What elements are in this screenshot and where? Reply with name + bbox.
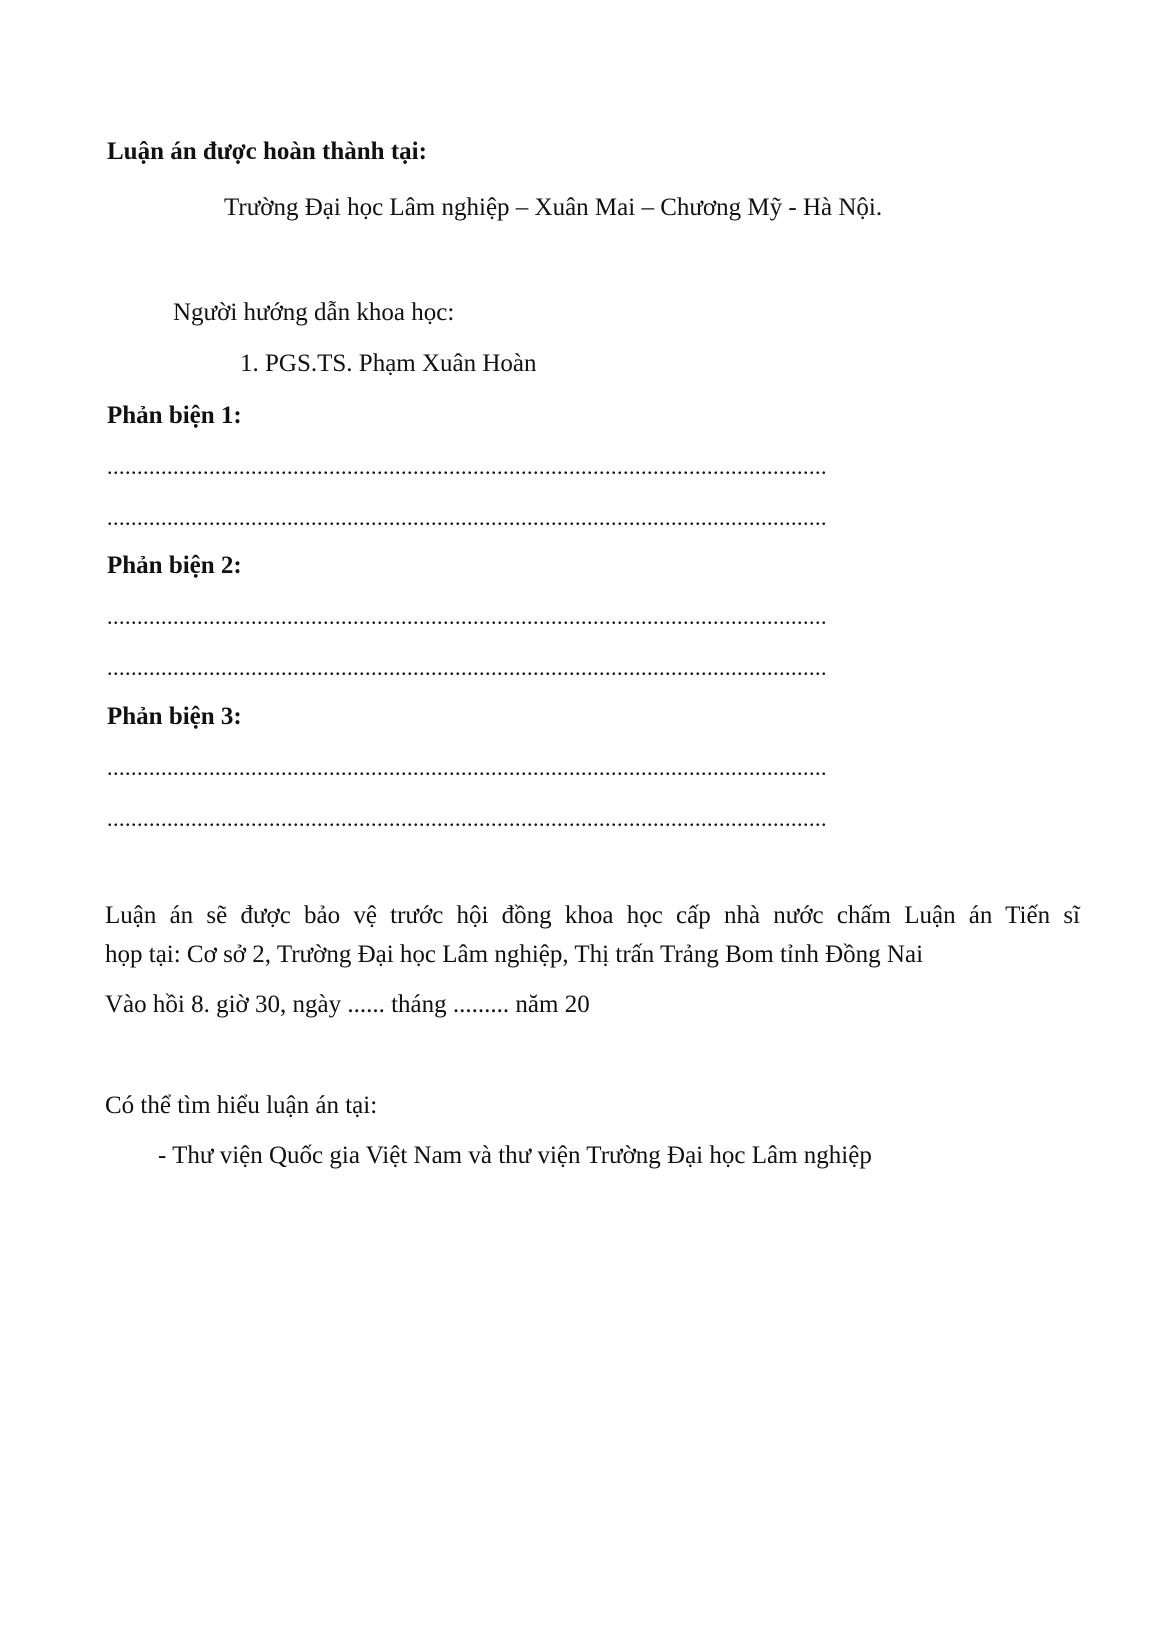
supervisor-item-1: 1. PGS.TS. Phạm Xuân Hoàn	[240, 350, 537, 377]
reviewer-2-label: Phản biện 2:	[107, 552, 242, 579]
reviewer-2-line-1: ........................................................................................................................	[107, 604, 827, 629]
reviewer-3-line-1: ........................................................................................................................	[107, 755, 827, 780]
completed-at-value: Trường Đại học Lâm nghiệp – Xuân Mai – Chương Mỹ - Hà Nội.	[224, 194, 883, 221]
reviewer-1-line-2: ........................................................................................................................	[107, 505, 827, 530]
library-label: Có thể tìm hiểu luận án tại:	[105, 1092, 378, 1119]
defense-statement-line-2: họp tại: Cơ sở 2, Trường Đại học Lâm nghiệp, Thị trấn Trảng Bom tỉnh Đồng Nai	[105, 941, 924, 968]
reviewer-2-line-2: ........................................................................................................................	[107, 655, 827, 680]
reviewer-3-label: Phản biện 3:	[107, 703, 242, 730]
reviewer-1-line-1: ........................................................................................................................	[107, 454, 827, 479]
defense-time: Vào hồi 8. giờ 30, ngày ...... tháng ......... năm 20	[105, 991, 590, 1018]
reviewer-3-line-2: ........................................................................................................................	[107, 806, 827, 831]
completed-at-label: Luận án được hoàn thành tại:	[107, 138, 427, 165]
supervisor-label: Người hướng dẫn khoa học:	[173, 299, 455, 326]
defense-statement-line-1: Luận án sẽ được bảo vệ trước hội đồng khoa học cấp nhà nước chấm Luận án Tiến sĩ	[105, 902, 1080, 929]
library-item: - Thư viện Quốc gia Việt Nam và thư viện Trường Đại học Lâm nghiệp	[158, 1142, 872, 1169]
reviewer-1-label: Phản biện 1:	[107, 402, 242, 429]
